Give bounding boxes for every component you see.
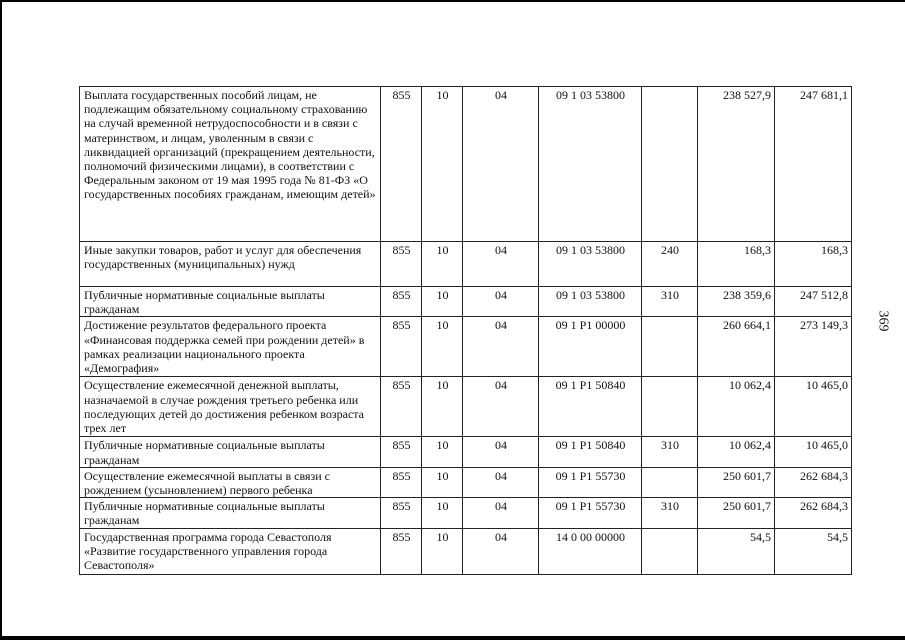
row-section-code: 10 — [422, 467, 463, 497]
row-name: Достижение результатов федерального проекта «Финансовая поддержка семей при рождении детей» в рамках реализации национального проекта «Демография» — [80, 317, 381, 377]
row-amount-2: 262 684,3 — [775, 467, 852, 497]
row-expense-type: 310 — [642, 437, 698, 467]
row-amount-1: 168,3 — [698, 242, 775, 287]
row-ved-code: 855 — [381, 242, 422, 287]
row-name: Государственная программа города Севастополя «Развитие государственного управления города Севастополя» — [80, 528, 381, 574]
row-expense-type: 310 — [642, 287, 698, 317]
row-amount-1: 10 062,4 — [698, 437, 775, 467]
row-name: Выплата государственных пособий лицам, не подлежащим обязательному социальному страхованию на случай временной нетрудоспособности и в связи с материнством, и лицам, уволенным в связи с ликвидацией организаций (прекращением деятельности, полномочий физическими лицами), в соответствии с Федеральным законом от 19 мая 1995 года № 81-ФЗ «О государственных пособиях гражданам, имеющим детей» — [80, 87, 381, 242]
row-section-code: 10 — [422, 437, 463, 467]
row-ved-code: 855 — [381, 498, 422, 528]
row-target-article: 09 1 P1 55730 — [539, 498, 642, 528]
row-amount-2: 10 465,0 — [775, 437, 852, 467]
row-subsection-code: 04 — [463, 242, 539, 287]
row-amount-1: 54,5 — [698, 528, 775, 574]
row-ved-code: 855 — [381, 287, 422, 317]
row-amount-2: 168,3 — [775, 242, 852, 287]
row-section-code: 10 — [422, 317, 463, 377]
row-name: Осуществление ежемесячной выплаты в связи с рождением (усыновлением) первого ребенка — [80, 467, 381, 497]
row-name: Публичные нормативные социальные выплаты гражданам — [80, 498, 381, 528]
row-name: Иные закупки товаров, работ и услуг для обеспечения государственных (муниципальных) нужд — [80, 242, 381, 287]
row-subsection-code: 04 — [463, 87, 539, 242]
row-subsection-code: 04 — [463, 287, 539, 317]
row-subsection-code: 04 — [463, 528, 539, 574]
row-section-code: 10 — [422, 242, 463, 287]
table-row — [80, 437, 852, 467]
row-target-article: 09 1 P1 50840 — [539, 437, 642, 467]
row-subsection-code: 04 — [463, 437, 539, 467]
row-ved-code: 855 — [381, 437, 422, 467]
row-amount-2: 10 465,0 — [775, 377, 852, 437]
row-expense-type — [642, 528, 698, 574]
row-target-article: 09 1 P1 50840 — [539, 377, 642, 437]
table-row — [80, 287, 852, 317]
row-amount-2: 247 512,8 — [775, 287, 852, 317]
row-amount-2: 262 684,3 — [775, 498, 852, 528]
row-expense-type — [642, 377, 698, 437]
row-ved-code: 855 — [381, 467, 422, 497]
row-target-article: 09 1 03 53800 — [539, 242, 642, 287]
scan-border-left — [0, 0, 2, 640]
row-amount-1: 238 359,6 — [698, 287, 775, 317]
row-name: Осуществление ежемесячной денежной выплаты, назначаемой в случае рождения третьего ребенка или последующих детей до достижения ребенком возраста трех лет — [80, 377, 381, 437]
budget-table-body — [80, 87, 852, 575]
row-amount-2: 54,5 — [775, 528, 852, 574]
table-row — [80, 467, 852, 497]
row-ved-code: 855 — [381, 87, 422, 242]
page-number: 369 — [875, 310, 891, 332]
scan-border-bottom — [0, 636, 905, 640]
table-row — [80, 377, 852, 437]
budget-table — [79, 86, 852, 575]
row-ved-code: 855 — [381, 528, 422, 574]
row-section-code: 10 — [422, 528, 463, 574]
row-expense-type — [642, 317, 698, 377]
row-target-article: 14 0 00 00000 — [539, 528, 642, 574]
row-amount-1: 238 527,9 — [698, 87, 775, 242]
row-target-article: 09 1 P1 00000 — [539, 317, 642, 377]
row-section-code: 10 — [422, 87, 463, 242]
scan-border-top — [0, 0, 905, 2]
table-row — [80, 87, 852, 242]
row-name: Публичные нормативные социальные выплаты гражданам — [80, 437, 381, 467]
row-subsection-code: 04 — [463, 317, 539, 377]
row-amount-1: 250 601,7 — [698, 498, 775, 528]
table-row — [80, 242, 852, 287]
row-ved-code: 855 — [381, 317, 422, 377]
row-target-article: 09 1 03 53800 — [539, 87, 642, 242]
row-ved-code: 855 — [381, 377, 422, 437]
row-section-code: 10 — [422, 498, 463, 528]
row-expense-type: 310 — [642, 498, 698, 528]
table-row — [80, 317, 852, 377]
table-row — [80, 528, 852, 574]
row-amount-1: 250 601,7 — [698, 467, 775, 497]
row-subsection-code: 04 — [463, 467, 539, 497]
row-section-code: 10 — [422, 287, 463, 317]
row-target-article: 09 1 P1 55730 — [539, 467, 642, 497]
row-expense-type: 240 — [642, 242, 698, 287]
table-row — [80, 498, 852, 528]
row-section-code: 10 — [422, 377, 463, 437]
row-amount-1: 10 062,4 — [698, 377, 775, 437]
row-amount-1: 260 664,1 — [698, 317, 775, 377]
row-amount-2: 273 149,3 — [775, 317, 852, 377]
row-amount-2: 247 681,1 — [775, 87, 852, 242]
row-expense-type — [642, 467, 698, 497]
row-name: Публичные нормативные социальные выплаты гражданам — [80, 287, 381, 317]
row-subsection-code: 04 — [463, 498, 539, 528]
row-target-article: 09 1 03 53800 — [539, 287, 642, 317]
row-subsection-code: 04 — [463, 377, 539, 437]
row-expense-type — [642, 87, 698, 242]
